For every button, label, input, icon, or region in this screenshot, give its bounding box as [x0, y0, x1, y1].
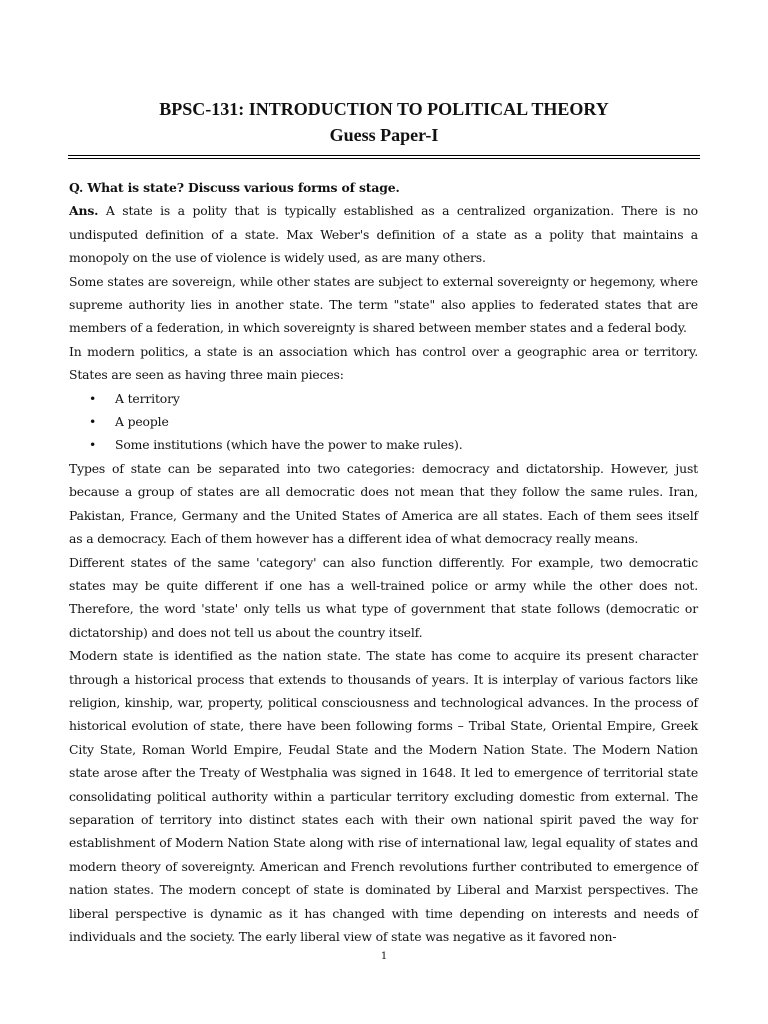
page-number: 1 [380, 951, 388, 962]
document-title: BPSC-131: INTRODUCTION TO POLITICAL THEORY [159, 99, 609, 119]
document-header [0, 96, 768, 148]
bullet-list [69, 387, 698, 457]
paragraph-5: Different states of the same 'category' can also function differently. For example, two democratic states may be quite different if one has a well-trained police or army while the other does not. Therefore, the word 'state' only tells us what type of government that state follows (democratic or dictatorship) and does not tell us about the country itself. [69, 554, 698, 640]
paragraph-2: Some states are sovereign, while other states are subject to external sovereignty or hegemony, where supreme authority lies in another state. The term "state" also applies to federated states that are members of a federation, in which sovereignty is shared between member states and a federal body. [69, 273, 698, 336]
answer-paragraph-1 [69, 199, 698, 269]
paragraph-3: In modern politics, a state is an association which has control over a geographic area or territory. States are seen as having three main pieces: [69, 343, 698, 383]
question-heading: Q. What is state? Discuss various forms of stage. [69, 180, 400, 195]
bullet-item: • A people [69, 410, 698, 433]
header-divider [68, 155, 700, 159]
paragraph-6: Modern state is identified as the nation state. The state has come to acquire its present character through a historical process that extends to thousands of years. It is interplay of various factors like religion, kinship, war, property, political consciousness and technological advances. In the process of historical evolution of state, there have been following forms – Tribal State, Oriental Empire, Greek City State, Roman World Empire, Feudal State and the Modern Nation State. The Modern Nation state arose after the Treaty of Westphalia was signed in 1648. It led to emergence of territorial state consolidating political authority within a particular territory excluding domestic from external. The separation of territory into distinct states each with their own national spirit paved the way for establishment of Modern Nation State along with rise of international law, legal equality of states and modern theory of sovereignty. American and French revolutions further contributed to emergence of nation states. The modern concept of state is dominated by Liberal and Marxist perspectives. The liberal perspective is dynamic as it has changed with time depending on interests and needs of individuals and the society. The early liberal view of state was negative as it favored non- [69, 648, 698, 944]
paragraph-4: Types of state can be separated into two categories: democracy and dictatorship. However, just because a group of states are all democratic does not mean that they follow the same rules. Iran, Pakistan, France, Germany and the United States of America are all states. Each of them sees itself as a democracy. Each of them however has a different idea of what democracy really means. [69, 460, 698, 547]
document-subtitle: Guess Paper-I [329, 125, 439, 145]
bullet-item: • A territory [69, 387, 698, 410]
answer-text: A state is a polity that is typically established as a centralized organization. There is no undisputed definition of a state. Max Weber's definition of a state as a polity that maintains a monopoly on the use of violence is widely used, as are many others. [69, 203, 698, 266]
answer-label: Ans. [69, 203, 99, 219]
document-body [69, 176, 698, 948]
bullet-item: • Some institutions (which have the power to make rules). [69, 433, 698, 456]
